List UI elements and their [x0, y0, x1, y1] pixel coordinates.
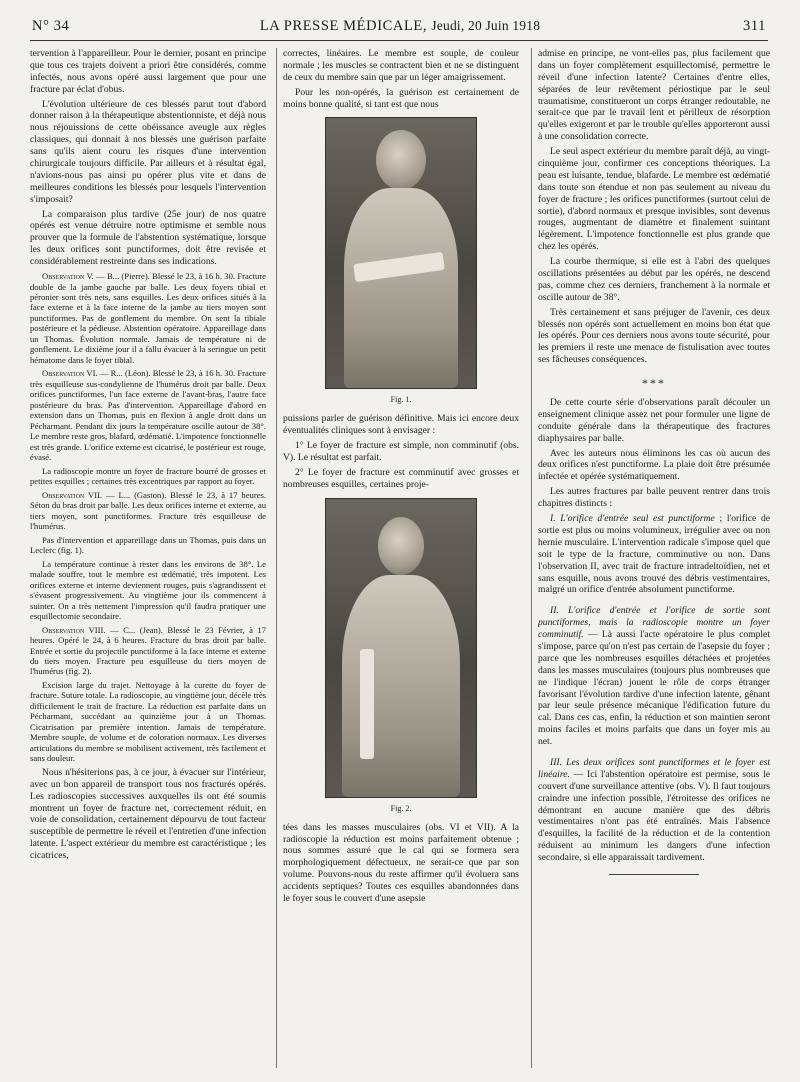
paragraph: 1° Le foyer de fracture est simple, non comminutif (obs. V). Le résultat est parfait. [283, 440, 519, 464]
observation-heading: Observation VII. [42, 489, 103, 500]
chapter-heading: I. L'orifice d'entrée seul est punctiforme [550, 513, 715, 525]
column-3 [538, 48, 770, 1072]
paragraph: L'évolution ultérieure de ces blessés parut tout d'abord donner raison à la thérapeutique abstentionniste, et déjà nous nous réjouissions de cette obéissance aveugle aux règles classiques, qui donnait à nos blessés une guérison parfaite sans qu'ils aient couru les risques d'une intervention chirurgicale toujours difficile. Par ailleurs et à résultat égal, n'avions-nous pas ainsi pu opérer plus vite et dans de meilleures conditions les blessés pour lesquels l'intervention s'imposait? [30, 98, 266, 205]
chapter-heading: III. Les deux orifices sont punctiformes et le foyer est linéaire. [538, 756, 770, 780]
journal-title-line [20, 18, 780, 35]
paragraph: Nous n'hésiterions pas, à ce jour, à évacuer sur l'intérieur, avec un bon appareil de transport tous nos fracturés opérés. Les radioscopies successives auxquelles ils ont été soumis montrent un foyer de fracture net, correctement réduit, en voie de consolidation, certainement dépourvu de tout facteur susceptible de permettre le réveil et l'entretien d'une infection latente. L'aspect extérieur du membre est caractéristique ; les cicatrices, [30, 766, 266, 862]
observation-8 [30, 625, 266, 677]
journal-title: LA PRESSE MÉDICALE, [259, 18, 428, 34]
figure-1-caption: Fig. 1. [390, 395, 412, 405]
patient-body [344, 188, 458, 388]
chapter-3 [538, 757, 770, 864]
figure-2-caption: Fig. 2. [390, 803, 412, 813]
chapter-text: — Là aussi l'acte opératoire le plus complet s'impose, parce qu'on n'est pas certain de l'asepsie du foyer ; parce que les nombreuses esquilles détachées et projetées dans les masses musculaires (toujours plus nombreuses que ne l'indique l'écran) jouent le rôle de corps étranger favorisant l'évolution tardive d'une infection latente, gênant par leur seule présence mécanique l'édification future du cal. Dans ces cas, enfin, la réduction et son maintien seront moins faciles et moins parfaits que dans un foyer mis au net. [538, 629, 770, 748]
column-divider-2 [531, 48, 532, 1068]
observation-text: — L... (Gaston). Blessé le 23, à 17 heures. Séton du bras droit par balle. Les deux orifices interne et externe, au tiers moyen, sont punctiformes. Fracture très esquilleuse de l'humérus. [30, 489, 266, 532]
paragraph: De cette courte série d'observations paraît découler un enseignement clinique assez net pour formuler une ligne de conduite générale dans la thérapeutique des fractures diaphysaires par balle. [538, 397, 770, 444]
paragraph: tées dans les masses musculaires (obs. VI et VII). A la radioscopie la réduction est moins parfaitement obtenue ; nous sommes assuré que le cal qui se formera sera morphologiquement défectueux, ne serait-ce que par son volume. Pouvons-nous du reste affirmer qu'il évoluera sans accidents septiques? Toutes ces esquilles abandonnées dans le foyer sous le couvert d'une asepsie [283, 821, 519, 904]
arm-splint [360, 649, 374, 759]
paragraph: admise en principe, ne vont-elles pas, plus facilement que dans un foyer complètement esquillectomisé, permettre le réveil d'une infection latente? Certaines d'entre elles, séparées de leur revêtement périostique par le seul traumatisme, constitueront un corps étranger redoutable, ne serait-ce que par le travail lent et périlleux de résorption qu'elles exigeront et par le trouble qu'elles apporteront aussi à une consolidation correcte. [538, 48, 770, 143]
paragraph: correctes, linéaires. Le membre est souple, de couleur normale ; les muscles se contractent bien et ne se distinguent de ceux du membre sain que par un léger amaigrissement. [283, 48, 519, 83]
observation-text: La température continue à rester dans les environs de 38°. Le malade souffre, tout le membre est œdématié, très impotent. Les orifices externe et interne deviennent rouges, puis s'agrandissent et s'évasent progressivement. Au vingtième jour ils commencent à suinter. On a très nettement l'impression qu'il faudra pratiquer une esquillectomie secondaire. [30, 558, 266, 622]
observation-text: — R... (Léon). Blessé le 23, à 16 h. 30. Fracture très esquilleuse sus-condylienne de l'humérus droit par balle. Deux orifices punctiformes, l'un face externe de l'avant-bras, l'autre face postérieure du bras. Pas d'intervention. Appareillage d'abord en extension dans un Thomas, puis en flexion à angle droit dans un Pécharmant. Pendant dix jours la température oscille autour de 38°. Le membre reste gros, blafard, œdématié. L'impotence fonctionnelle est très grande. L'orifice externe est cicatrisé, le postérieur est rouge, évasé. [30, 368, 266, 463]
column-1 [30, 48, 266, 1072]
paragraph: La comparaison plus tardive (25e jour) de nos quatre opérés est venue détruire notre optimisme et semble nous prouver que la formule de l'abstention systématique, lorsque les deux orifices sont punctiformes, doit être revisée et considérablement restreinte dans ses indications. [30, 208, 266, 268]
figure-2 [283, 498, 519, 814]
paragraph: tervention à l'appareilleur. Pour le dernier, posant en principe que tous ces trajets doivent a priori être considérés, comme infectés, nous avons opéré aussi largement que pour une fracture par éclat d'obus. [30, 48, 266, 95]
observation-5 [30, 271, 266, 365]
page-number: 311 [742, 18, 766, 34]
observation-text: Pas d'intervention et appareillage dans un Thomas, puis dans un Leclerc (fig. 1). [30, 534, 266, 556]
chapter-2 [538, 605, 770, 748]
observation-text: — C... (Jean). Blessé le 23 Février, à 17 heures. Opéré le 24, à 6 heures. Fracture du bras droit par balle. Entrée et sortie du projectile punctiforme à la face interne et externe du tiers moyen. Fracture peu esquilleuse du tiers moyen de l'humérus (fig. 2). [30, 624, 266, 677]
patient-head [376, 130, 426, 190]
patient-head [378, 517, 424, 575]
paragraph: Les autres fractures par balle peuvent rentrer dans trois chapitres distincts : [538, 486, 770, 510]
issue-number: N° 34 [32, 18, 70, 34]
header-rule [30, 40, 768, 41]
issue-date: Jeudi, 20 Juin 1918 [431, 18, 541, 33]
observation-7 [30, 490, 266, 532]
paragraph: Le seul aspect extérieur du membre paraît déjà, au vingt-cinquième jour, confirmer ces conceptions théoriques. La peau est luisante, tendue, blafarde. Le membre est œdématié dans toute son étendue et non pas seulement au niveau du foyer de fracture ; les orifices punctiformes (surtout celui de sortie), d'abord normaux et presque invisibles, sont devenus rouges, augmentant de diamètre et finalement suintant légèrement. L'impotence fonctionnelle est plus grande que chez les opérés. [538, 146, 770, 253]
observation-6 [30, 368, 266, 462]
page-header [20, 18, 780, 38]
figure-2-photograph [325, 498, 477, 798]
chapter-text: ; l'orifice de sortie est plus ou moins volumineux, irrégulier avec ou non hernie musculaire. L'intervention radicale s'impose quel que soit le type de la fracture, comminutive ou non. Dans l'observation II, avec trait de fracture intradeltoïdien, net et sans esquille, nous avons trouvé des débris vestimentaires, malgré un orifice d'entrée absolument punctiforme. [538, 513, 770, 596]
chapter-1 [538, 513, 770, 596]
paragraph: La courbe thermique, si elle est à l'abri des quelques oscillations présentées au début par les opérés, ne descend pas, comme chez ces derniers, franchement à la normale et oscille autour de 38°. [538, 256, 770, 303]
column-divider-1 [276, 48, 277, 1068]
column-2 [283, 48, 519, 1072]
paragraph: 2° Le foyer de fracture est comminutif avec grosses et nombreuses esquilles, certaines proje- [283, 466, 519, 490]
observation-text: Excision large du trajet. Nettoyage à la curette du foyer de fracture. Suture totale. La radioscopie, au vingtième jour, décèle très difficilement le trait de fracture. La réduction est parfaite dans un Pécharmant, succédant au quinzième jour à un Thomas. Cicatrisation par première intention. Jamais de température. Membre souple, de volume et de coloration normaux. Les diverses articulations du membre se mobilisent activement, très facilement et sans douleur. [30, 679, 266, 764]
observation-text: La radioscopie montre un foyer de fracture bourré de grosses et petites esquilles ; certaines très excentriques par rapport au foyer. [30, 465, 266, 487]
paragraph: Très certainement et sans préjuger de l'avenir, ces deux blessés non opérés sont actuellement en moins bon état que les opérés. Pour ces derniers nous avons toute sécurité, pour les premiers il reste une menace de fistulisation avec toutes ses fâcheuses conséquences. [538, 306, 770, 366]
article-end-rule [609, 874, 699, 875]
paragraph: Avec les auteurs nous éliminons les cas où aucun des deux orifices n'est punctiforme. La plaie doit être présumée infectée et opérée systématiquement. [538, 447, 770, 483]
chapter-text: — Ici l'abstention opératoire est permise, sous le couvert d'une surveillance attentive (obs. V). Il faut toujours craindre une infection possible, l'étroitesse des orifices ne démontrant en aucune manière que des débris vestimentaires n'ont pas été entraînés. Mais l'absence d'esquilles, la facilité de la réduction et de la contention réduisent au minimum les dangers d'une infection secondaire, si elle apparaissait tardivement. [538, 768, 770, 864]
observation-heading: Observation V. [42, 271, 94, 282]
figure-1-photograph [325, 117, 477, 389]
paragraph: puissions parler de guérison définitive. Mais ici encore deux éventualités cliniques sont à envisager : [283, 413, 519, 437]
observation-heading: Observation VIII. [42, 624, 106, 635]
section-asterism: *** [642, 376, 666, 391]
figure-1 [283, 117, 519, 405]
observation-text: — B... (Pierre). Blessé le 23, à 16 h. 30. Fracture double de la jambe gauche par balle. Les deux foyers tibial et péronier sont très nets, sans esquilles. Les deux orifices situés à la face externe et à la face interne de la jambe au tiers moyen sont punctiformes. Pas de gonflement du membre. On sent la tibiale postérieure et la pédieuse. Abstention opératoire. Appareillage dans un Thomas. Évolution normale. Jamais de température ni de gonflement. Le dixième jour il a fallu évacuer à la seringue un petit hématome dans le foyer tibial. [30, 271, 266, 365]
paragraph: Pour les non-opérés, la guérison est certainement de moins bonne qualité, si tant est que nous [283, 86, 519, 110]
observation-heading: Observation VI. [42, 368, 98, 379]
chapter-heading: II. L'orifice d'entrée et l'orifice de sortie sont punctiformes, mais la radioscopie montre un foyer comminutif. [538, 605, 770, 641]
